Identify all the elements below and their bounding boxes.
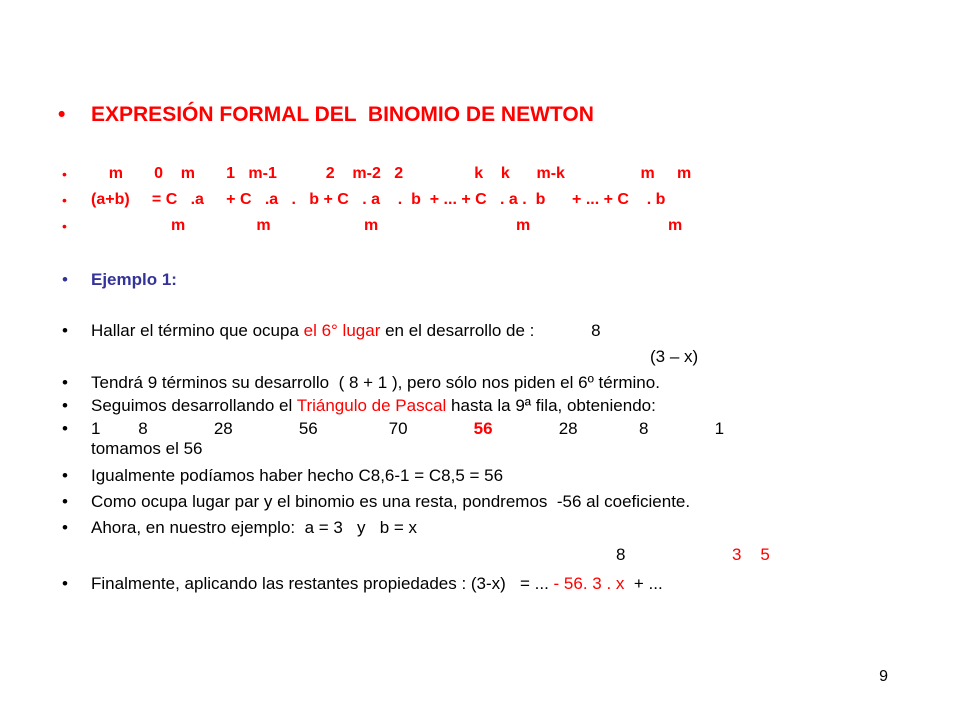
hallar-line: [91, 321, 601, 341]
seguimos-text-end: hasta la 9ª fila, obteniendo:: [446, 396, 656, 415]
finalmente-highlight: - 56. 3 . x: [553, 574, 625, 593]
seguimos-line: [91, 396, 656, 416]
bullet-row: •: [62, 419, 68, 438]
bullet-example: •: [62, 270, 68, 289]
finalmente-text: Finalmente, aplicando las restantes propiedades : (3-x) = ...: [91, 574, 554, 593]
bullet-formula-main: •: [62, 192, 67, 208]
igualmente-line: Igualmente podíamos haber hecho C8,6-1 = C8,5 = 56: [91, 466, 504, 485]
finalmente-text-end: + ...: [624, 574, 663, 593]
bullet-igualmente: •: [62, 466, 68, 485]
hallar-highlight: el 6° lugar: [303, 321, 381, 340]
bullet-finalmente: •: [62, 574, 68, 593]
hallar-text: Hallar el término que ocupa: [91, 321, 304, 340]
hallar-text-end: en el desarrollo de : 8: [380, 321, 601, 340]
tomamos-line: tomamos el 56: [91, 439, 203, 458]
hallar-expression: (3 – x): [650, 347, 699, 366]
tendra-line: Tendrá 9 términos su desarrollo ( 8 + 1 ), pero sólo nos piden el 6º término.: [91, 373, 660, 392]
page-number: 9: [879, 668, 888, 685]
seguimos-text: Seguimos desarrollando el: [91, 396, 297, 415]
bullet-hallar: •: [62, 321, 68, 340]
bullet-como: •: [62, 492, 68, 511]
bullet-formula-sub: •: [62, 218, 67, 234]
example-label: Ejemplo 1:: [91, 270, 177, 289]
pascal-row: [91, 419, 724, 439]
formula-subscripts: m m m m m: [91, 217, 683, 234]
bullet-seguimos: •: [62, 396, 68, 415]
como-line: Como ocupa lugar par y el binomio es una resta, pondremos -56 al coeficiente.: [91, 492, 691, 511]
finalmente-line: [91, 574, 663, 594]
ahora-line: Ahora, en nuestro ejemplo: a = 3 y b = x: [91, 518, 418, 537]
pascal-row-start: 1 8 28 56 70: [91, 419, 474, 438]
bullet-title: •: [58, 103, 66, 126]
bullet-formula-sup: •: [62, 166, 67, 182]
exponent-red: 3 5: [732, 545, 770, 564]
bullet-tendra: •: [62, 373, 68, 392]
exponent-black: 8: [616, 545, 626, 564]
formula-main: (a+b) = C .a + C .a . b + C . a . b + ... + C . a . b + ... + C . b: [91, 191, 666, 208]
bullet-ahora: •: [62, 518, 68, 537]
pascal-highlight: Triángulo de Pascal: [296, 396, 447, 415]
pascal-row-end: 28 8 1: [492, 419, 725, 438]
pascal-row-highlight: 56: [473, 419, 493, 438]
formula-superscripts: m 0 m 1 m-1 2 m-2 2 k k m-k m m: [91, 165, 692, 182]
slide-title: EXPRESIÓN FORMAL DEL BINOMIO DE NEWTON: [91, 103, 594, 126]
